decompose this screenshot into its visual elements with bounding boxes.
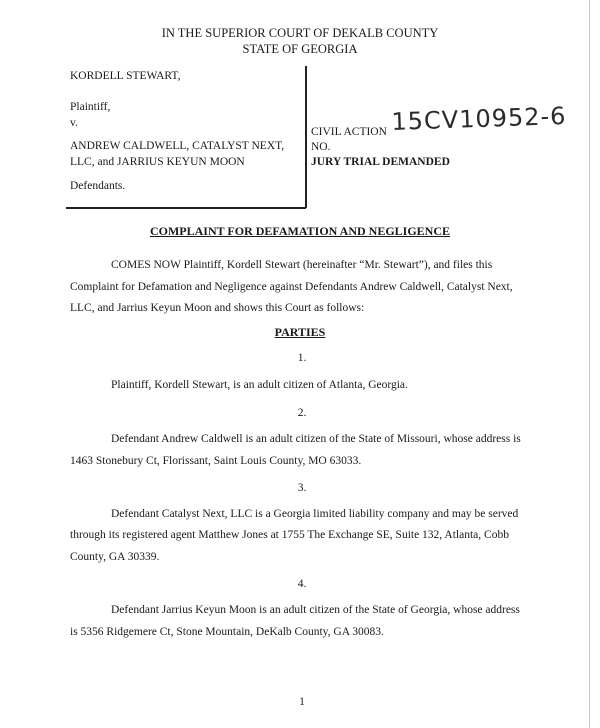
paragraph-number: 3. [297,482,307,494]
court-state: STATE OF GEORGIA [242,42,358,56]
paragraph-number: 2. [297,407,307,419]
defendants-line1: ANDREW CALDWELL, CATALYST NEXT, [70,140,285,152]
plaintiff-name: KORDELL STEWART, [70,70,181,82]
jury-trial-demanded: JURY TRIAL DEMANDED [311,156,450,168]
caption-vertical-rule [305,66,307,208]
paragraph-line: Defendant Andrew Caldwell is an adult citizen of the State of Missouri, whose address is [111,433,521,445]
paragraph-line: County, GA 30339. [70,551,160,563]
page-number: 1 [299,696,305,708]
no-label: NO. [311,141,331,153]
plaintiff-role: Plaintiff, [70,101,111,113]
civil-action-label: CIVIL ACTION [311,126,387,138]
versus: v. [70,117,78,129]
court-name: IN THE SUPERIOR COURT OF DEKALB COUNTY [161,26,439,40]
intro-line-2: Complaint for Defamation and Negligence against Defendants Andrew Caldwell, Catalyst Next, [70,281,513,293]
intro-line-3: LLC, and Jarrius Keyun Moon and shows this Court as follows: [70,302,365,314]
page-edge [589,0,590,728]
paragraph-number: 1. [297,352,307,364]
complaint-title: COMPLAINT FOR DEFAMATION AND NEGLIGENCE [149,224,451,238]
paragraph-line: Defendant Catalyst Next, LLC is a Georgia limited liability company and may be served [111,508,519,520]
parties-heading: PARTIES [274,325,326,339]
paragraph-line: through its registered agent Matthew Jones at 1755 The Exchange SE, Suite 132, Atlanta, Cobb [70,529,509,541]
paragraph-line: is 5356 Ridgemere Ct, Stone Mountain, DeKalb County, GA 30083. [70,626,384,638]
intro-line-1: COMES NOW Plaintiff, Kordell Stewart (hereinafter “Mr. Stewart”), and files this [111,259,493,271]
caption-horizontal-rule [66,207,306,209]
defendants-role: Defendants. [70,180,126,192]
paragraph-number: 4. [297,578,307,590]
defendants-line2: LLC, and JARRIUS KEYUN MOON [70,156,245,168]
paragraph-line: Plaintiff, Kordell Stewart, is an adult citizen of Atlanta, Georgia. [111,379,408,391]
paragraph-line: 1463 Stonebury Ct, Florissant, Saint Louis County, MO 63033. [70,455,362,467]
paragraph-line: Defendant Jarrius Keyun Moon is an adult citizen of the State of Georgia, whose address [111,604,520,616]
handwritten-case-number: 15CV10952-6 [391,101,567,136]
